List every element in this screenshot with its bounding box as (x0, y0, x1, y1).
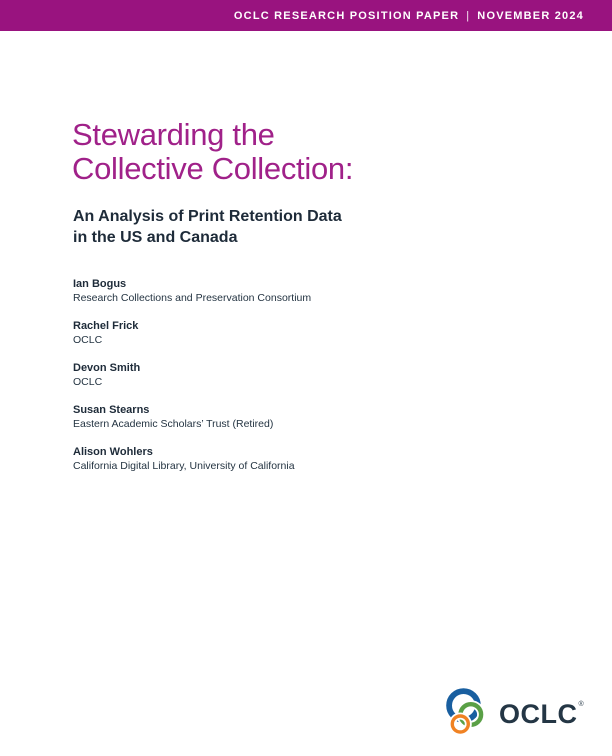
banner-date: NOVEMBER 2024 (477, 9, 584, 22)
oclc-logo-circles-icon (445, 688, 495, 736)
oclc-logo-text: OCLC (499, 699, 578, 729)
author-affiliation: California Digital Library, University of California (73, 460, 295, 472)
registered-trademark-icon: ® (578, 701, 584, 708)
oclc-logo (445, 688, 584, 736)
author-entry (73, 278, 311, 304)
page-title (72, 118, 353, 185)
author-entry (73, 446, 311, 472)
author-name: Alison Wohlers (73, 446, 153, 458)
banner-separator: | (466, 9, 471, 22)
author-affiliation: Research Collections and Preservation Consortium (73, 292, 312, 304)
page-subtitle-line-2: in the US and Canada (73, 229, 238, 246)
author-entry (73, 404, 311, 430)
page-title-line-1: Stewarding the (72, 117, 275, 152)
author-name: Susan Stearns (73, 404, 150, 416)
report-banner (0, 0, 612, 31)
author-name: Devon Smith (73, 362, 141, 374)
page-subtitle (73, 206, 342, 248)
author-entry (73, 362, 311, 388)
author-affiliation: OCLC (73, 334, 103, 346)
author-name: Rachel Frick (73, 320, 139, 332)
banner-series-title: OCLC RESEARCH POSITION PAPER (233, 9, 460, 22)
author-list (73, 278, 311, 488)
author-entry (73, 320, 311, 346)
page-subtitle-line-1: An Analysis of Print Retention Data (73, 208, 342, 225)
author-affiliation: Eastern Academic Scholars’ Trust (Retired) (73, 418, 274, 430)
page-title-line-2: Collective Collection: (72, 150, 354, 186)
author-name: Ian Bogus (73, 278, 127, 290)
author-affiliation: OCLC (73, 376, 103, 388)
